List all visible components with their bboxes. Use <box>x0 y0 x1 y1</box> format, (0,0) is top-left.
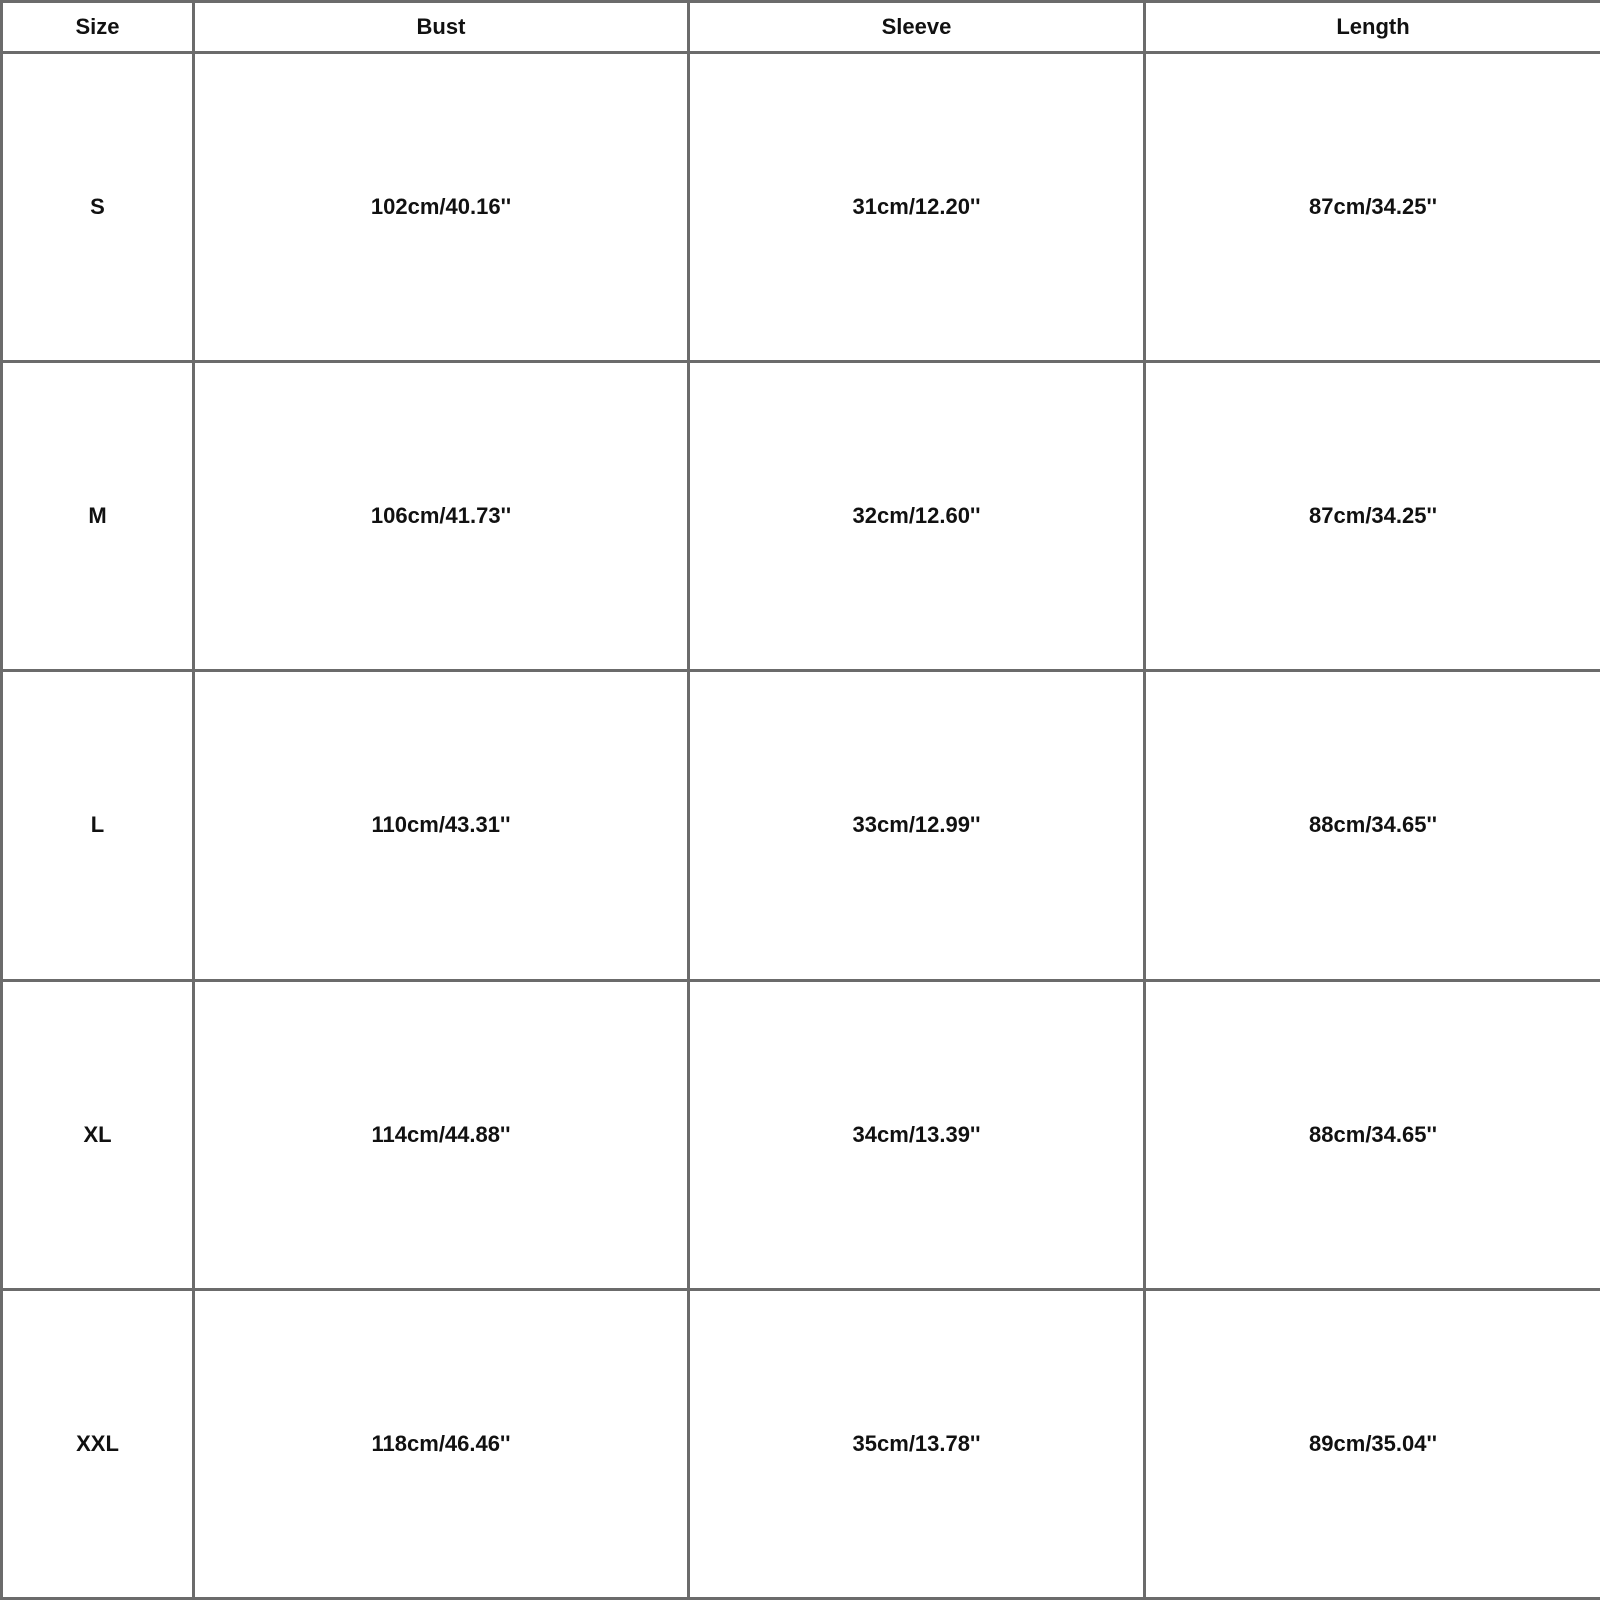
length-cell: 87cm/34.25'' <box>1145 362 1600 671</box>
size-cell: M <box>2 362 194 671</box>
bust-cell: 110cm/43.31'' <box>194 671 689 980</box>
sleeve-cell: 31cm/12.20'' <box>689 53 1145 362</box>
sleeve-cell: 34cm/13.39'' <box>689 980 1145 1289</box>
header-length: Length <box>1145 2 1600 53</box>
size-cell: L <box>2 671 194 980</box>
table-row <box>2 362 1600 671</box>
header-size: Size <box>2 2 194 53</box>
table-row <box>2 671 1600 980</box>
bust-cell: 106cm/41.73'' <box>194 362 689 671</box>
length-cell: 87cm/34.25'' <box>1145 53 1600 362</box>
table-row <box>2 1289 1600 1598</box>
bust-cell: 118cm/46.46'' <box>194 1289 689 1598</box>
size-cell: XL <box>2 980 194 1289</box>
size-cell: S <box>2 53 194 362</box>
table-row <box>2 53 1600 362</box>
sleeve-cell: 32cm/12.60'' <box>689 362 1145 671</box>
sleeve-cell: 35cm/13.78'' <box>689 1289 1145 1598</box>
header-sleeve: Sleeve <box>689 2 1145 53</box>
length-cell: 88cm/34.65'' <box>1145 671 1600 980</box>
length-cell: 88cm/34.65'' <box>1145 980 1600 1289</box>
size-cell: XXL <box>2 1289 194 1598</box>
header-row <box>2 2 1600 53</box>
length-cell: 89cm/35.04'' <box>1145 1289 1600 1598</box>
bust-cell: 114cm/44.88'' <box>194 980 689 1289</box>
header-bust: Bust <box>194 2 689 53</box>
table-row <box>2 980 1600 1289</box>
bust-cell: 102cm/40.16'' <box>194 53 689 362</box>
sleeve-cell: 33cm/12.99'' <box>689 671 1145 980</box>
